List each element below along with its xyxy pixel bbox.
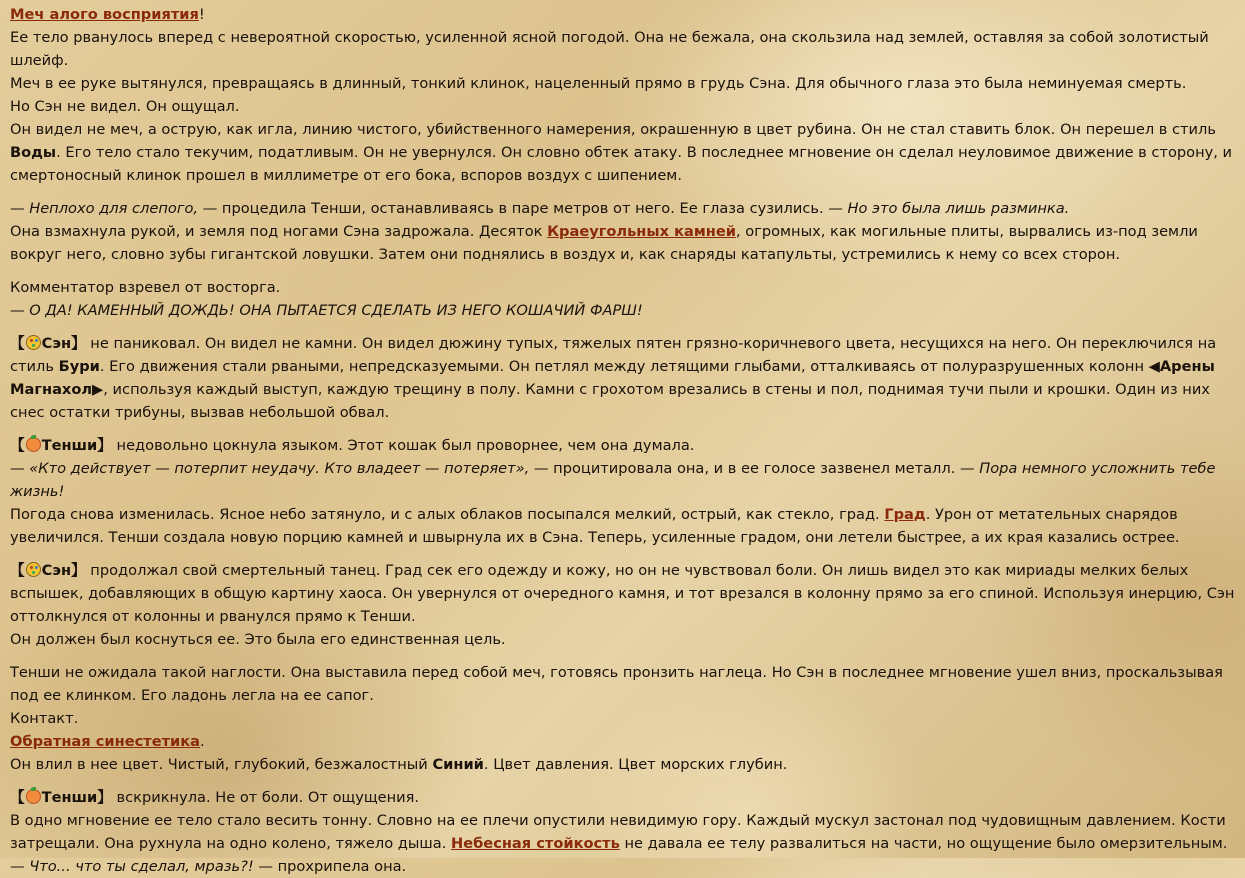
- skill-link-reverse-synesthetics[interactable]: Обратная синестетика: [10, 733, 201, 750]
- announcer-speech: [10, 299, 1238, 322]
- skill-link-scarlet-perception[interactable]: Меч алого восприятия: [10, 6, 199, 23]
- text: не паниковал. Он видел не камни. Он видел дюжину тупых, тяжелых пятен грязно-коричневого цвета, несущихся на него. Он переключился на стиль: [10, 335, 1217, 375]
- text: Он влил в нее цвет. Чистый, глубокий, безжалостный: [10, 756, 433, 773]
- bracket: 】: [97, 789, 112, 806]
- text: — процитировала она, и в ее голосе зазвенел металл.: [533, 460, 960, 477]
- paragraph: [10, 786, 1238, 809]
- text: продолжал свой смертельный танец. Град сек его одежду и кожу, но он не чувствовал боли. Он лишь видел это как мириады мелких белых вспышек, добавляющих в общую картину хаоса. Он увернулся от очередного камня, и тот врезался в колонну прямо за его спиной. Используя инерцию, Сэн оттолкнулся от колонны и рванулся прямо к Тенши.: [10, 562, 1235, 625]
- text: В одно мгновение ее тело стало весить тонну. Словно на ее плечи опустили невидимую гору. Каждый мускул застонал под чудовищным давлением. Кости затрещали. Она рухнула на одно колено, тяжело дыша.: [10, 812, 1226, 852]
- style-name-storm: Бури: [58, 358, 100, 375]
- punctuation: !: [198, 6, 205, 23]
- text: . Его движения стали рваными, непредсказуемыми. Он петлял между летящими глыбами, отталкиваясь от полуразрушенных колонн: [99, 358, 1149, 375]
- text: . Цвет давления. Цвет морских глубин.: [483, 756, 788, 773]
- character-tag-tenshi[interactable]: [10, 437, 112, 454]
- palette-icon: [26, 562, 41, 577]
- palette-icon: [26, 335, 41, 350]
- bracket: 【: [10, 437, 25, 454]
- paragraph: [10, 332, 1238, 424]
- dialogue-paragraph: [10, 457, 1238, 503]
- text: Он видел не меч, а острую, как игла, линию чистого, убийственного намерения, окрашенную в цвет рубина. Он не стал ставить блок. Он перешел в стиль: [10, 121, 1216, 138]
- character-tag-tenshi[interactable]: [10, 789, 112, 806]
- text: Погода снова изменилась. Ясное небо затянуло, и с алых облаков посыпался мелкий, острый, как стекло, град.: [10, 506, 885, 523]
- character-tag-sen[interactable]: [10, 335, 86, 352]
- paragraph: Он должен был коснуться ее. Это была его единственная цель.: [10, 631, 506, 648]
- paragraph: Тенши не ожидала такой наглости. Она выставила перед собой меч, готовясь пронзить наглеца. Но Сэн в последнее мгновение ушел вниз, проскальзывая под ее клинком. Его ладонь легла на ее сапог.: [10, 664, 1223, 704]
- text: — прохрипела она.: [258, 858, 407, 875]
- text: , огромных, как могильные плиты, вырвались из-под земли вокруг него, словно зубы гигантской ловушки. Затем они поднялись в воздух и, как снаряды катапульты, устремились к нему со всех сторон.: [10, 223, 1198, 263]
- text: , используя каждый выступ, каждую трещину в полу. Камни с грохотом врезались в стены и пол, поднимая тучи пыли и крошки. Один из них снес остатки трибуны, вызвав небольшой обвал.: [10, 381, 1210, 421]
- punctuation: .: [200, 733, 205, 750]
- paragraph: Но Сэн не видел. Он ощущал.: [10, 98, 240, 115]
- paragraph: [10, 118, 1238, 187]
- text: вскрикнула. Не от боли. От ощущения.: [111, 789, 420, 806]
- paragraph: [10, 503, 1238, 549]
- color-name-blue: Синий: [432, 756, 484, 773]
- paragraph: [10, 434, 1238, 457]
- skill-link-heavenly-fortitude[interactable]: Небесная стойкость: [451, 835, 620, 852]
- character-name: Тенши: [41, 437, 98, 454]
- bracket: 】: [71, 335, 86, 352]
- paragraph: [10, 730, 1238, 753]
- dialogue-paragraph: [10, 197, 1238, 220]
- style-name-water: Воды: [10, 144, 57, 161]
- story-text: [10, 3, 1238, 878]
- speech: — «Кто действует — потерпит неудачу. Кто владеет — потеряет»,: [10, 460, 534, 477]
- paragraph: Комментатор взревел от восторга.: [10, 279, 281, 296]
- bracket: 】: [97, 437, 112, 454]
- skill-link-hail[interactable]: Град: [884, 506, 926, 523]
- text: . Его тело стало текучим, податливым. Он не увернулся. Он словно обтек атаку. В последнее мгновение он сделал неуловимое движение в сторону, и смертоносный клинок прошел в миллиметре от его бока, вспоров воздух с шипением.: [10, 144, 1233, 184]
- speech: — О ДА! КАМЕННЫЙ ДОЖДЬ! ОНА ПЫТАЕТСЯ СДЕЛАТЬ ИЗ НЕГО КОШАЧИЙ ФАРШ!: [10, 302, 643, 319]
- bracket: 【: [10, 562, 25, 579]
- text: . Урон от метательных снарядов увеличился. Тенши создала новую порцию камней и швырнула их в Сэна. Теперь, усиленные градом, они летели быстрее, а их края казались острее.: [10, 506, 1180, 546]
- character-name: Тенши: [41, 789, 98, 806]
- speech: — Что... что ты сделал, мразь?!: [10, 858, 259, 875]
- text: Она взмахнула рукой, и земля под ногами Сэна задрожала. Десяток: [10, 223, 548, 240]
- text: не давала ее телу развалиться на части, но ощущение было омерзительным.: [619, 835, 1228, 852]
- dialogue-paragraph: [10, 855, 1238, 878]
- paragraph: Меч в ее руке вытянулся, превращаясь в длинный, тонкий клинок, нацеленный прямо в грудь Сэна. Для обычного глаза это была неминуемая смерть.: [10, 75, 1187, 92]
- paragraph-skill-title: [10, 3, 1238, 26]
- bracket: 【: [10, 789, 25, 806]
- speech: — Но это была лишь разминка.: [828, 200, 1070, 217]
- speech: — Пора немного усложнить тебе жизнь!: [10, 460, 1216, 500]
- peach-icon: [26, 789, 41, 804]
- character-tag-sen[interactable]: [10, 562, 86, 579]
- bracket: 】: [71, 562, 86, 579]
- text: недовольно цокнула языком. Этот кошак был проворнее, чем она думала.: [111, 437, 695, 454]
- paragraph: Контакт.: [10, 710, 79, 727]
- speech: — Неплохо для слепого,: [10, 200, 203, 217]
- character-name: Сэн: [41, 562, 72, 579]
- paragraph: [10, 753, 1238, 776]
- paragraph: [10, 809, 1238, 855]
- bracket: 【: [10, 335, 25, 352]
- text: — процедила Тенши, останавливаясь в паре метров от него. Ее глаза сузились.: [202, 200, 829, 217]
- peach-icon: [26, 437, 41, 452]
- skill-link-cornerstones[interactable]: Краеугольных камней: [547, 223, 736, 240]
- paragraph: Ее тело рванулось вперед с невероятной скоростью, усиленной ясной погодой. Она не бежала, она скользила над землей, оставляя за собой золотистый шлейф.: [10, 29, 1209, 69]
- character-name: Сэн: [41, 335, 72, 352]
- paragraph: [10, 220, 1238, 266]
- location-name: ◀Арены Магнахол▶: [10, 358, 1215, 398]
- paragraph: [10, 559, 1238, 628]
